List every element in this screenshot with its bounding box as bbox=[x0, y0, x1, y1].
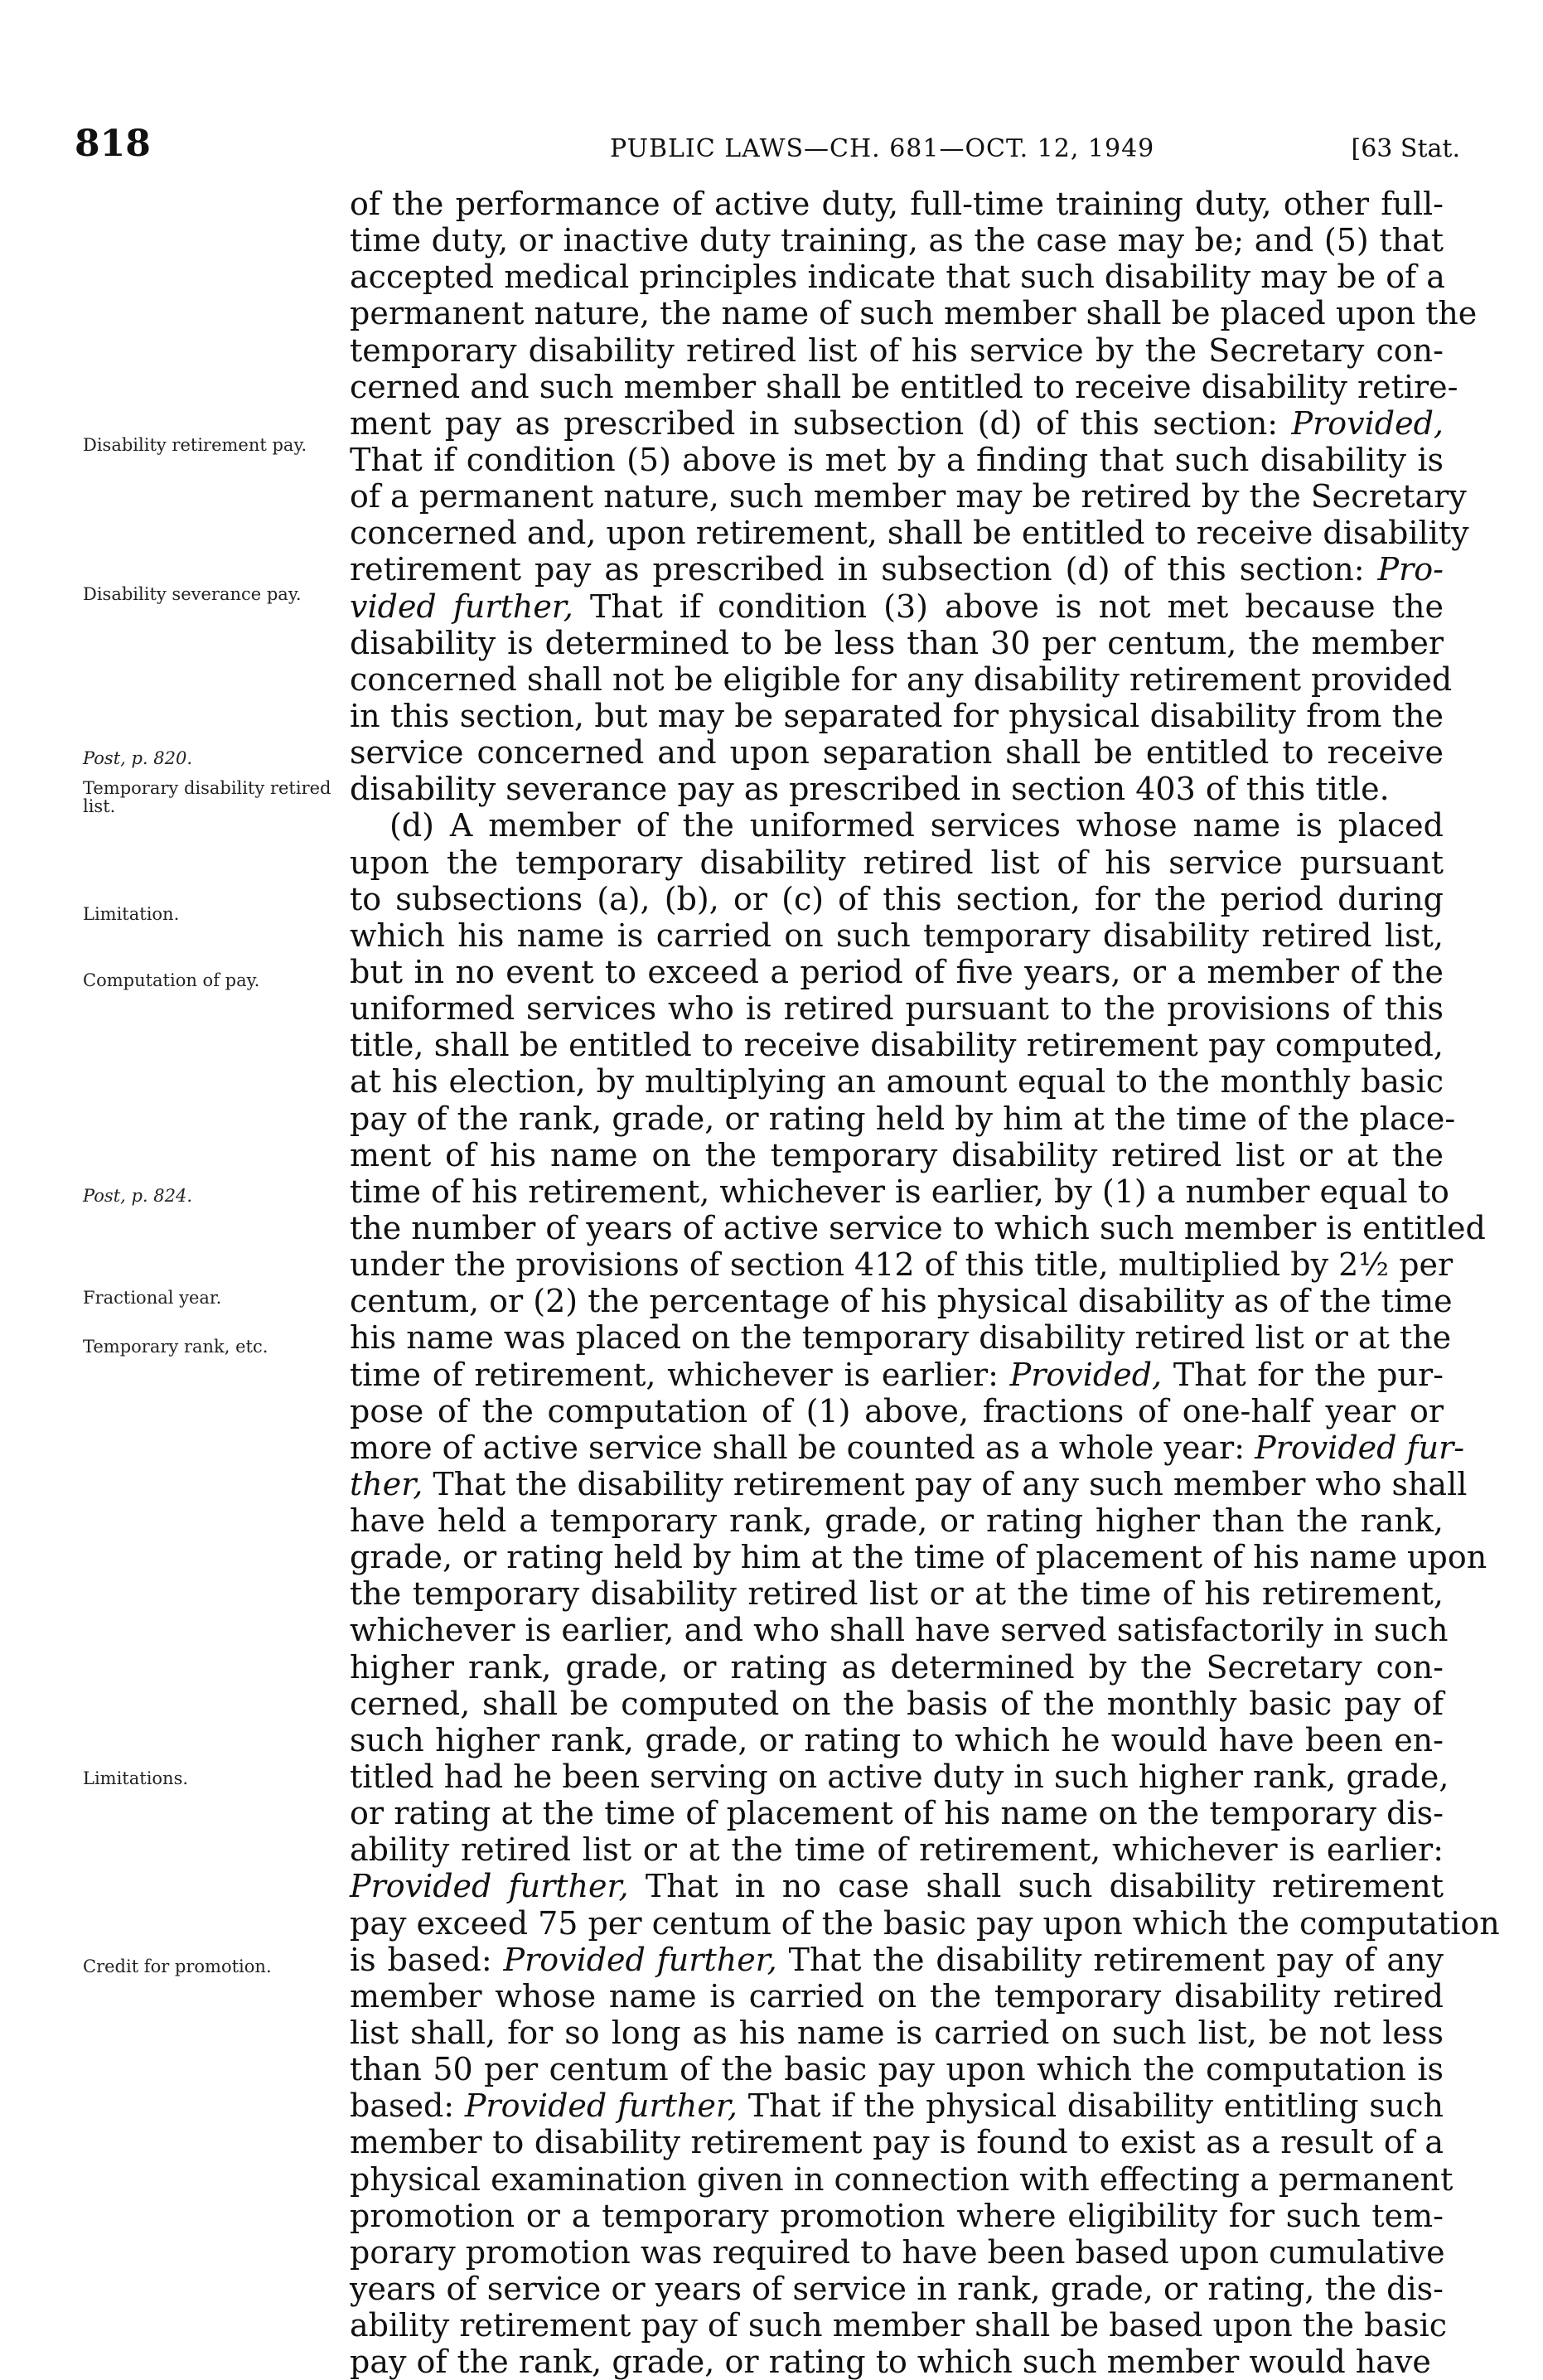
margin-note: Temporary rank, etc. bbox=[83, 1337, 268, 1357]
running-title: PUBLIC LAWS—CH. 681—OCT. 12, 1949 bbox=[610, 134, 1155, 163]
margin-note: Post, p. 824. bbox=[83, 1186, 193, 1206]
text-line: (d) A member of the uniformed services whose name is placed bbox=[389, 807, 1444, 844]
text-line: pose of the computation of (1) above, fractions of one-half year or bbox=[350, 1392, 1444, 1429]
margin-note: Post, p. 820. bbox=[83, 748, 193, 768]
text-line: time of retirement, whichever is earlier: Provided, That for the pur- bbox=[350, 1356, 1444, 1393]
text-line: have held a temporary rank, grade, or rating higher than the rank, bbox=[350, 1502, 1444, 1540]
italic-proviso: Provided, bbox=[1291, 404, 1444, 442]
text-line: temporary disability retired list of his service by the Secretary con- bbox=[350, 331, 1444, 369]
text-line: based: Provided further, That if the physical disability entitling such bbox=[350, 2087, 1444, 2125]
text-line: concerned and, upon retirement, shall be entitled to receive disability bbox=[350, 515, 1469, 552]
text-line: physical examination given in connection with effecting a permanent bbox=[350, 2160, 1454, 2198]
text-line: pay exceed 75 per centum of the basic pay upon which the computation bbox=[350, 1904, 1500, 1942]
text-line: in this section, but may be separated for physical disability from the bbox=[350, 697, 1444, 734]
text-line: member to disability retirement pay is found to exist as a result of a bbox=[350, 2124, 1444, 2161]
text-line: cerned, shall be computed on the basis of the monthly basic pay of bbox=[350, 1685, 1444, 1722]
margin-notes bbox=[0, 0, 331, 2379]
text-line: to subsections (a), (b), or (c) of this section, for the period during bbox=[350, 880, 1444, 917]
text-line: or rating at the time of placement of his name on the temporary dis- bbox=[350, 1795, 1444, 1832]
italic-proviso: Pro- bbox=[1377, 551, 1444, 588]
text-line: promotion or a temporary promotion where eligibility for such tem- bbox=[350, 2197, 1444, 2234]
margin-note: Temporary disability retired list. bbox=[83, 778, 331, 816]
text-line: disability severance pay as prescribed in section 403 of this title. bbox=[350, 771, 1390, 808]
text-line: Provided further, That in no case shall such disability retirement bbox=[350, 1868, 1444, 1905]
text-line: member whose name is carried on the temporary disability retired bbox=[350, 1977, 1444, 2015]
text-line: uniformed services who is retired pursuant to the provisions of this bbox=[350, 990, 1444, 1028]
text-line: the number of years of active service to which such member is entitled bbox=[350, 1209, 1486, 1246]
text-line: grade, or rating held by him at the time of placement of his name upon bbox=[350, 1539, 1487, 1576]
italic-proviso: Provided further, bbox=[503, 1941, 777, 1978]
margin-note: Credit for promotion. bbox=[83, 1957, 272, 1976]
margin-note: Fractional year. bbox=[83, 1288, 222, 1308]
text-line: whichever is earlier, and who shall have served satisfactorily in such bbox=[350, 1612, 1449, 1649]
text-line: vided further, That if condition (3) above is not met because the bbox=[350, 588, 1444, 625]
text-line: upon the temporary disability retired list of his service pursuant bbox=[350, 844, 1444, 881]
text-line: years of service or years of service in rank, grade, or rating, the dis- bbox=[350, 2271, 1444, 2308]
italic-proviso: vided further, bbox=[350, 588, 573, 625]
italic-proviso: Provided, bbox=[1009, 1356, 1163, 1393]
text-line: ther, That the disability retirement pay of any such member who shall bbox=[350, 1465, 1468, 1502]
text-line: is based: Provided further, That the disability retirement pay of any bbox=[350, 1941, 1444, 1978]
text-line: the temporary disability retired list or at the time of his retirement, bbox=[350, 1575, 1444, 1613]
text-line: ability retired list or at the time of retirement, whichever is earlier: bbox=[350, 1831, 1444, 1869]
text-line: at his election, by multiplying an amount equal to the monthly basic bbox=[350, 1063, 1444, 1101]
margin-note: Limitation. bbox=[83, 904, 180, 924]
text-line: of the performance of active duty, full-time training duty, other full- bbox=[350, 186, 1444, 222]
text-line: higher rank, grade, or rating as determined by the Secretary con- bbox=[350, 1648, 1444, 1686]
text-line: ment of his name on the temporary disability retired list or at the bbox=[350, 1136, 1444, 1173]
text-line: centum, or (2) the percentage of his physical disability as of the time bbox=[350, 1283, 1453, 1320]
text-line: but in no event to exceed a period of five years, or a member of the bbox=[350, 953, 1444, 990]
statute-body-text bbox=[350, 186, 1500, 2380]
text-line: title, shall be entitled to receive disability retirement pay computed, bbox=[350, 1027, 1444, 1064]
margin-note: Computation of pay. bbox=[83, 970, 260, 990]
text-line: disability is determined to be less than 30 per centum, the member bbox=[350, 624, 1444, 661]
text-line: pay of the rank, grade, or rating held by him at the time of the place- bbox=[350, 1100, 1456, 1137]
text-line: time of his retirement, whichever is earlier, by (1) a number equal to bbox=[350, 1173, 1449, 1210]
text-line: service concerned and upon separation shall be entitled to receive bbox=[350, 734, 1444, 772]
text-line: cerned and such member shall be entitled to receive disability retire- bbox=[350, 368, 1458, 405]
text-line: than 50 per centum of the basic pay upon which the computation is bbox=[350, 2051, 1444, 2088]
margin-note: Limitations. bbox=[83, 1768, 189, 1788]
text-line: permanent nature, the name of such member shall be placed upon the bbox=[350, 295, 1478, 332]
text-line: That if condition (5) above is met by a finding that such disability is bbox=[350, 441, 1444, 478]
italic-proviso: Provided further, bbox=[350, 1868, 629, 1905]
text-line: retirement pay as prescribed in subsection (d) of this section: Pro- bbox=[350, 551, 1444, 588]
text-line: ability retirement pay of such member shall be based upon the basic bbox=[350, 2307, 1448, 2344]
text-line: such higher rank, grade, or rating to which he would have been en- bbox=[350, 1721, 1444, 1758]
text-line: ment pay as prescribed in subsection (d) of this section: Provided, bbox=[350, 404, 1444, 442]
text-line: under the provisions of section 412 of this title, multiplied by 2½ per bbox=[350, 1246, 1454, 1284]
text-line: porary promotion was required to have been based upon cumulative bbox=[350, 2233, 1445, 2271]
margin-note: Disability retirement pay. bbox=[83, 435, 307, 455]
text-line: more of active service shall be counted as a whole year: Provided fur- bbox=[350, 1429, 1465, 1466]
text-line: concerned shall not be eligible for any disability retirement provided bbox=[350, 660, 1453, 698]
text-line: of a permanent nature, such member may be retired by the Secretary bbox=[350, 478, 1467, 515]
text-line: which his name is carried on such temporary disability retired list, bbox=[350, 917, 1444, 954]
italic-proviso: Provided further, bbox=[464, 2087, 738, 2125]
italic-proviso: ther, bbox=[350, 1465, 423, 1502]
text-line: titled had he been serving on active duty in such higher rank, grade, bbox=[350, 1758, 1449, 1796]
text-line: time duty, or inactive duty training, as the case may be; and (5) that bbox=[350, 222, 1444, 259]
text-line: list shall, for so long as his name is carried on such list, be not less bbox=[350, 2015, 1444, 2052]
text-line: accepted medical principles indicate that such disability may be of a bbox=[350, 259, 1445, 296]
italic-proviso: Provided fur- bbox=[1255, 1429, 1465, 1466]
text-line: his name was placed on the temporary disability retired list or at the bbox=[350, 1319, 1452, 1357]
page-number: 818 bbox=[75, 123, 151, 165]
volume-reference: [63 Stat. bbox=[1351, 134, 1460, 163]
text-line: pay of the rank, grade, or rating to which such member would have bbox=[350, 2344, 1431, 2380]
margin-note: Disability severance pay. bbox=[83, 584, 302, 604]
